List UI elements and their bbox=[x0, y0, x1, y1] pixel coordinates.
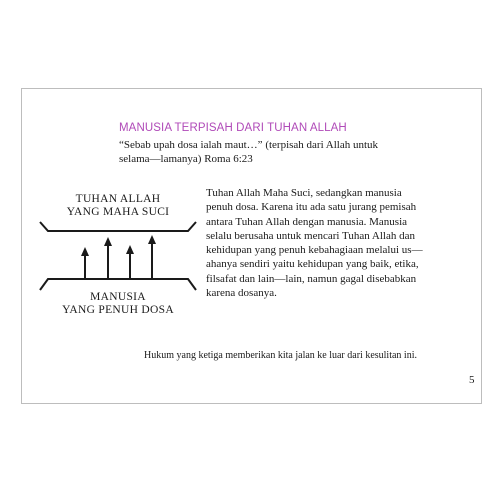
paragraph-line: selalu berusaha untuk mencari Tuhan Allah dan bbox=[206, 229, 415, 242]
paragraph-line: ahanya sendiri yaitu kehidupan yang baik, etika, bbox=[206, 258, 419, 271]
paragraph-line: filsafat dan lain—lain, namun gagal disebabkan bbox=[206, 272, 417, 285]
up-arrow-icon bbox=[104, 237, 112, 279]
god-label bbox=[38, 193, 198, 219]
up-arrow-icon bbox=[126, 245, 134, 279]
god-label-line-2: YANG MAHA SUCI bbox=[66, 206, 170, 218]
section-heading: MANUSIA TERPISAH DARI TUHAN ALLAH bbox=[119, 122, 347, 134]
verse-line-2: selama—lamanya) Roma 6:23 bbox=[119, 153, 253, 165]
man-label bbox=[38, 291, 198, 317]
upper-bracket bbox=[40, 222, 196, 231]
up-arrow-icon bbox=[148, 235, 156, 279]
booklet-page bbox=[21, 88, 482, 404]
god-label-line-1: TUHAN ALLAH bbox=[75, 193, 161, 205]
verse-line-1: “Sebab upah dosa ialah maut…” (terpisah dari Allah untuk bbox=[119, 139, 379, 151]
lower-bracket bbox=[40, 279, 196, 290]
up-arrow-icon bbox=[81, 247, 89, 279]
man-label-line-1: MANUSIA bbox=[90, 291, 146, 303]
separation-diagram bbox=[38, 187, 198, 321]
bible-verse bbox=[119, 138, 469, 166]
man-label-line-2: YANG PENUH DOSA bbox=[62, 304, 174, 316]
paragraph-line: penuh dosa. Karena itu ada satu jurang pemisah bbox=[206, 201, 417, 214]
footer-statement: Hukum yang ketiga memberikan kita jalan ke luar dari kesulitan ini. bbox=[144, 350, 417, 361]
paragraph-line: Tuhan Allah Maha Suci, sedangkan manusia bbox=[206, 187, 402, 199]
explanation-paragraph bbox=[206, 186, 478, 300]
paragraph-line: antara Tuhan Allah dengan manusia. Manusia bbox=[206, 215, 408, 228]
paragraph-line: karena dosanya. bbox=[206, 287, 277, 300]
page-number: 5 bbox=[469, 374, 475, 386]
paragraph-line: kehidupan yang penuh kebahagiaan melalui us— bbox=[206, 244, 423, 257]
